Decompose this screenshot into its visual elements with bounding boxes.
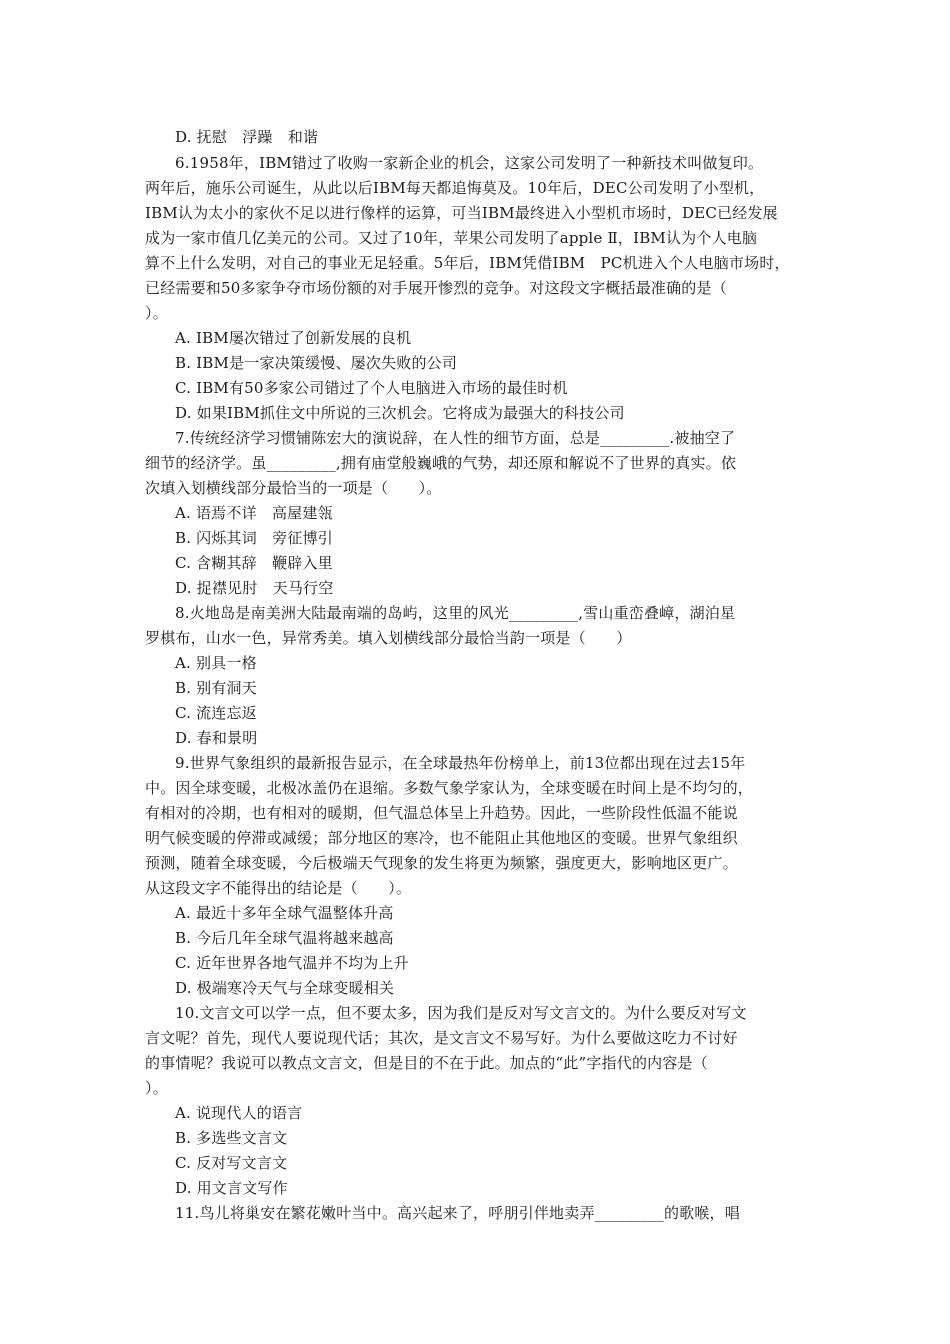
q7-stem-line: 细节的经济学。虽_________,拥有庙堂般巍峨的气势，却还原和解说不了世界的真实。依: [145, 454, 737, 472]
q6-option-b: B. IBM是一家决策缓慢、屡次失败的公司: [175, 354, 458, 372]
q8-stem-line: 罗棋布，山水一色，异常秀美。填入划横线部分最恰当韵一项是（ ）: [145, 629, 632, 647]
q6-stem-line: 算不上什么发明，对自己的事业无足轻重。5年后，IBM凭借IBM PC机进入个人电脑市场时，: [145, 254, 790, 272]
q7-option-d: D. 捉襟见肘 天马行空: [175, 579, 334, 597]
q6-stem-line: IBM认为太小的家伙不足以进行像样的运算，可当IBM最终进入小型机市场时，DEC已经发展: [145, 204, 778, 222]
q8-option-c: C. 流连忘返: [175, 704, 257, 722]
q9-option-b: B. 今后几年全球气温将越来越高: [175, 929, 394, 947]
q7-option-b: B. 闪烁其词 旁征博引: [175, 529, 333, 547]
q10-stem-line: 10.文言文可以学一点，但不要太多，因为我们是反对写文言文的。为什么要反对写文: [175, 1004, 747, 1022]
q9-stem-line: 从这段文字不能得出的结论是（ ）。: [145, 879, 412, 897]
q8-option-b: B. 别有洞天: [175, 679, 257, 697]
q9-stem-line: 预测，随着全球变暖，今后极端天气现象的发生将更为频繁，强度更大，影响地区更广。: [145, 854, 738, 872]
q8-option-a: A. 别具一格: [175, 654, 257, 672]
q6-stem-line: 6.1958年，IBM错过了收购一家新企业的机会，这家公司发明了一种新技术叫做复印。: [175, 154, 764, 172]
q8-option-d: D. 春和景明: [175, 729, 258, 747]
q10-stem-line: 言文呢？首先，现代人要说现代话；其次，是文言文不易写好。为什么要做这吃力不讨好: [145, 1029, 738, 1047]
q6-stem-line: 已经需要和50多家争夺市场份额的对手展开惨烈的竞争。对这段文字概括最准确的是（: [145, 279, 727, 297]
q7-stem-line: 7.传统经济学习惯铺陈宏大的演说辞，在人性的细节方面，总是_________.被抽空了: [175, 429, 736, 447]
q10-option-b: B. 多选些文言文: [175, 1129, 288, 1147]
q9-stem-line: 有相对的冷期，也有相对的暖期，但气温总体呈上升趋势。因此，一些阶段性低温不能说: [145, 804, 738, 822]
q11-stem-line: 11.鸟儿将巢安在繁花嫩叶当中。高兴起来了，呼朋引伴地卖弄_________的歌喉，唱: [175, 1204, 740, 1222]
q10-stem-line: ）。: [145, 1079, 168, 1097]
q9-stem-line: 中。因全球变暖，北极冰盖仍在退缩。多数气象学家认为，全球变暖在时间上是不均匀的，: [145, 779, 754, 797]
q10-option-c: C. 反对写文言文: [175, 1154, 288, 1172]
q9-stem-line: 明气候变暖的停滞或减缓；部分地区的寒冷，也不能阻止其他地区的变暖。世界气象组织: [145, 829, 738, 847]
q10-option-a: A. 说现代人的语言: [175, 1104, 303, 1122]
q6-stem-line: 两年后，施乐公司诞生，从此以后IBM每天都追悔莫及。10年后，DEC公司发明了小型机，: [145, 179, 765, 197]
q6-stem-line: 成为一家市值几亿美元的公司。又过了10年，苹果公司发明了apple Ⅱ，IBM认为个人电脑: [145, 229, 758, 247]
q10-option-d: D. 用文言文写作: [175, 1179, 288, 1197]
q7-option-a: A. 语焉不详 高屋建瓴: [175, 504, 333, 522]
q6-option-d: D. 如果IBM抓住文中所说的三次机会。它将成为最强大的科技公司: [175, 404, 625, 422]
q9-option-a: A. 最近十多年全球气温整体升高: [175, 904, 394, 922]
q9-stem-line: 9.世界气象组织的最新报告显示，在全球最热年份榜单上，前13位都出现在过去15年: [175, 754, 746, 772]
q6-stem-line: ）。: [145, 304, 168, 322]
q7-stem-line: 次填入划横线部分最恰当的一项是（ ）。: [145, 479, 442, 497]
q9-option-c: C. 近年世界各地气温并不均为上升: [175, 954, 409, 972]
q6-option-a: A. IBM屡次错过了创新发展的良机: [175, 329, 412, 347]
q8-stem-line: 8.火地岛是南美洲大陆最南端的岛屿，这里的风光_________,雪山重峦叠嶂，湖泊星: [175, 604, 736, 622]
q10-stem-line: 的事情呢？我说可以教点文言文，但是目的不在于此。加点的“此”字指代的内容是（: [145, 1054, 708, 1072]
q9-option-d: D. 极端寒冷天气与全球变暖相关: [175, 979, 395, 997]
q7-option-c: C. 含糊其辞 鞭辟入里: [175, 554, 333, 572]
q5-option-d: D. 抚慰 浮躁 和谐: [175, 128, 319, 146]
q6-option-c: C. IBM有50多家公司错过了个人电脑进入市场的最佳时机: [175, 379, 568, 397]
